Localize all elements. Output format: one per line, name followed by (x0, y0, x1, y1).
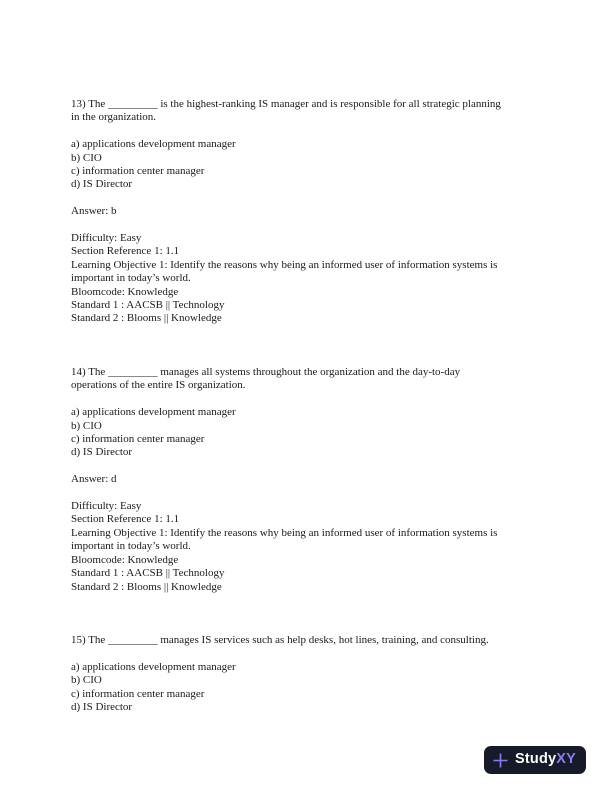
answer-option: b) CIO (71, 674, 102, 687)
meta-line: Standard 2 : Blooms || Knowledge (71, 312, 222, 325)
meta-line: Difficulty: Easy (71, 500, 142, 513)
meta-line: Learning Objective 1: Identify the reasons why being an informed user of information systems is (71, 258, 498, 271)
answer-option: a) applications development manager (71, 138, 236, 151)
meta-line: Standard 1 : AACSB || Technology (71, 567, 225, 580)
answer-option: b) CIO (71, 419, 102, 432)
question-block (71, 98, 551, 366)
brand-suffix: XY (556, 751, 577, 768)
spacer (71, 460, 551, 473)
spacer (71, 125, 551, 138)
page-content (71, 98, 551, 715)
answer-option: d) IS Director (71, 701, 133, 714)
meta-line: Section Reference 1: 1.1 (71, 513, 180, 526)
answer-line: Answer: d (71, 473, 117, 486)
meta-line: Bloomcode: Knowledge (71, 553, 179, 566)
spacer (71, 648, 551, 661)
answer-option: d) IS Director (71, 178, 133, 191)
meta-line: important in today’s world. (71, 540, 191, 553)
spacer (71, 192, 551, 205)
brand-text (515, 753, 576, 766)
meta-line: Section Reference 1: 1.1 (71, 245, 180, 258)
meta-line: Standard 2 : Blooms || Knowledge (71, 580, 222, 593)
question-block (71, 366, 551, 634)
brand-prefix: Study (515, 751, 557, 768)
question-stem-line: in the organization. (71, 111, 157, 124)
answer-option: c) information center manager (71, 433, 205, 446)
meta-line: Standard 1 : AACSB || Technology (71, 299, 225, 312)
meta-line: Learning Objective 1: Identify the reasons why being an informed user of information systems is (71, 526, 498, 539)
spacer (71, 326, 551, 366)
answer-option: a) applications development manager (71, 406, 236, 419)
plus-icon (492, 752, 509, 769)
spacer (71, 219, 551, 232)
question-stem-line: operations of the entire IS organization. (71, 379, 246, 392)
spacer (71, 393, 551, 406)
question-stem-line: 14) The _________ manages all systems throughout the organization and the day-to-day (71, 366, 461, 379)
question-block (71, 634, 551, 714)
meta-line: important in today’s world. (71, 272, 191, 285)
spacer (71, 487, 551, 500)
question-stem-line: 15) The _________ manages IS services such as help desks, hot lines, training, and consulting. (71, 634, 489, 647)
answer-option: a) applications development manager (71, 660, 236, 673)
meta-line: Difficulty: Easy (71, 232, 142, 245)
studyxy-badge (484, 746, 586, 774)
answer-option: b) CIO (71, 151, 102, 164)
spacer (71, 594, 551, 634)
meta-line: Bloomcode: Knowledge (71, 285, 179, 298)
question-stem-line: 13) The _________ is the highest-ranking IS manager and is responsible for all strategic planning (71, 98, 501, 110)
answer-option: c) information center manager (71, 165, 205, 178)
answer-option: c) information center manager (71, 687, 205, 700)
answer-option: d) IS Director (71, 446, 133, 459)
answer-line: Answer: b (71, 205, 117, 218)
